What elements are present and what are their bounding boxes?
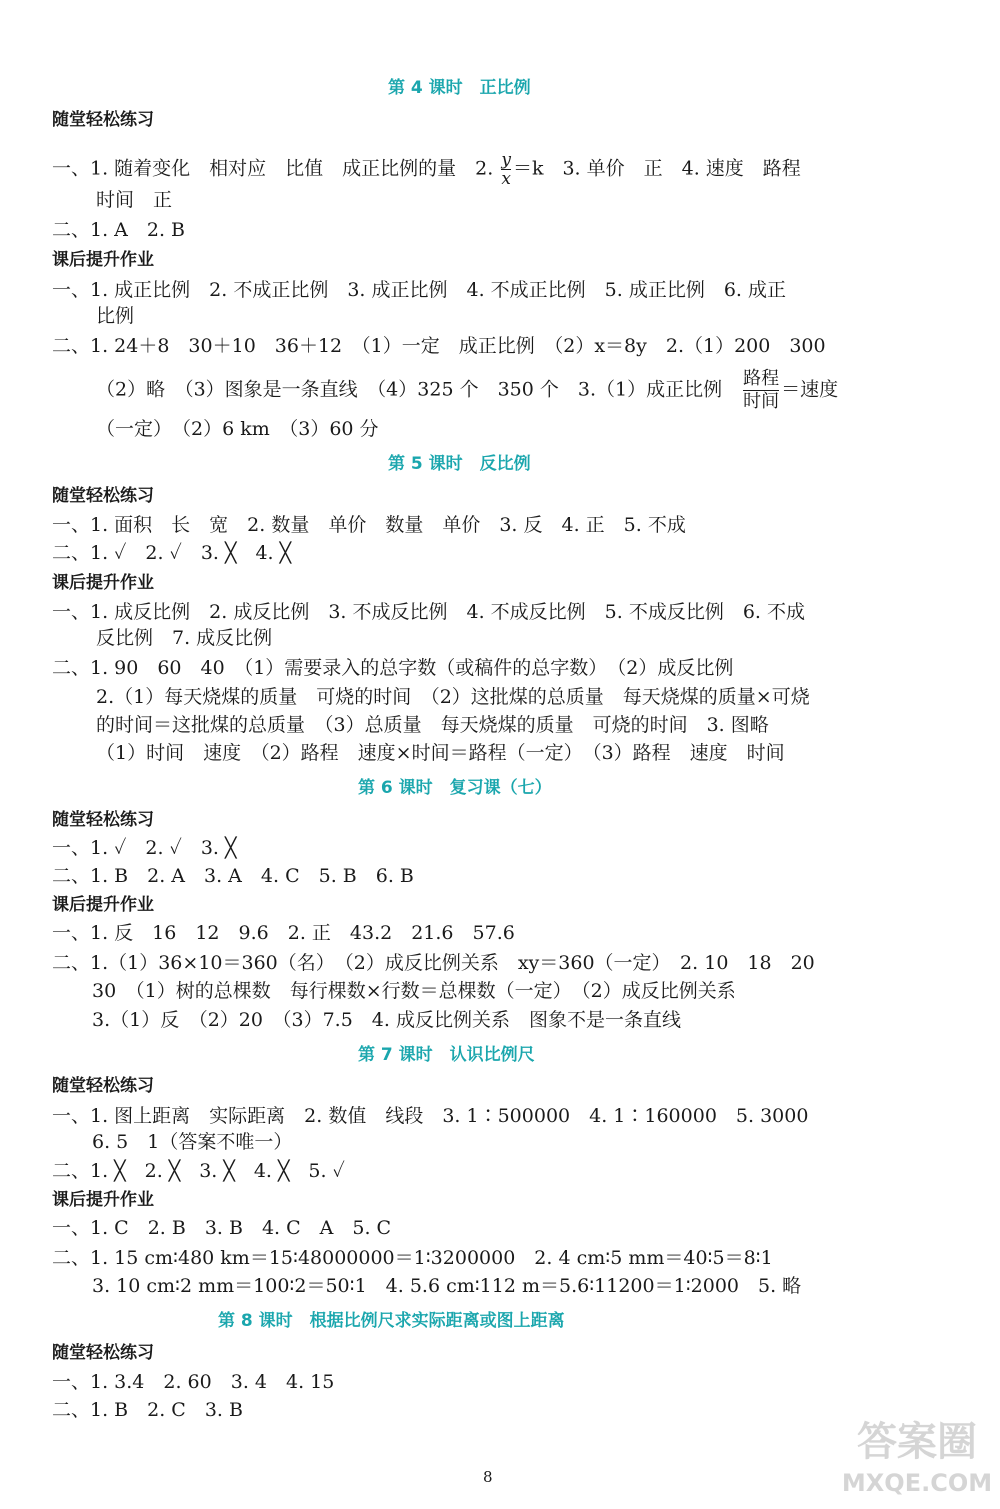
answer-line: 反比例 7. 成反比例 xyxy=(96,627,273,649)
answer-line: （2）略 （3）图象是一条直线 （4）325 个 350 个 3.（1）成正比例 $\frac{\text{路程}}{\text{时间}}$ ＝速度 xyxy=(96,368,839,412)
answer-line: 时间 正 xyxy=(96,189,173,211)
answer-line: 一、1. 反 16 12 9.6 2. 正 43.2 21.6 57.6 xyxy=(52,922,515,944)
section-heading-practice: 随堂轻松练习 xyxy=(52,1343,154,1363)
answer-line: 一、1. C 2. B 3. B 4. C A 5. C xyxy=(52,1217,392,1239)
section-heading-practice: 随堂轻松练习 xyxy=(52,810,154,830)
answer-line: 一、1. 成反比例 2. 成反比例 3. 不成反比例 4. 不成反比例 5. 不成反比例 6. 不成 xyxy=(52,601,806,623)
answer-line: 一、1. ✓ 2. ✓ 3. ╳ xyxy=(52,837,237,859)
lesson-title: 第 4 课时 正比例 xyxy=(388,78,531,98)
fraction: $\frac{\text{路程}}{\text{时间}}$ xyxy=(743,368,780,412)
answer-line: 一、1. 图上距离 实际距离 2. 数值 线段 3. 1∶500000 4. 1∶160000 5. 3000 xyxy=(52,1105,809,1127)
answer-line: 一、1. 3.4 2. 60 3. 4 4. 15 xyxy=(52,1371,335,1393)
answer-line: 的时间＝这批煤的总质量 （3）总质量 每天烧煤的质量 可烧的时间 3. 图略 xyxy=(96,714,769,736)
watermark-logo xyxy=(842,1405,992,1501)
answer-line: 比例 xyxy=(96,305,135,327)
answer-line: 二、1. ╳ 2. ╳ 3. ╳ 4. ╳ 5. ✓ xyxy=(52,1160,345,1182)
answer-line: 二、1. 90 60 40 （1）需要录入的总字数（或稿件的总字数） （2）成反比例 xyxy=(52,657,734,679)
answer-line: （一定） （2）6 km （3）60 分 xyxy=(96,418,379,440)
section-heading-practice: 随堂轻松练习 xyxy=(52,1076,154,1096)
answer-line: 二、1. 15 cm∶480 km＝15∶48000000＝1∶3200000 2. 4 cm∶5 mm＝40∶5＝8∶1 xyxy=(52,1247,773,1269)
answer-line: 二、1. ✓ 2. ✓ 3. ╳ 4. ╳ xyxy=(52,542,292,564)
answer-line: 2.（1）每天烧煤的质量 可烧的时间 （2）这批煤的总质量 每天烧煤的质量×可烧 xyxy=(96,686,810,708)
section-heading-homework: 课后提升作业 xyxy=(52,1190,154,1210)
section-heading-practice: 随堂轻松练习 xyxy=(52,110,154,130)
answer-line: 3.（1）反 （2）20 （3）7.5 4. 成反比例关系 图象不是一条直线 xyxy=(92,1009,681,1031)
section-heading-homework: 课后提升作业 xyxy=(52,573,154,593)
answer-line: 二、1. A 2. B xyxy=(52,219,186,241)
section-heading-homework: 课后提升作业 xyxy=(52,250,154,270)
lesson-title: 第 5 课时 反比例 xyxy=(388,454,531,474)
answer-line: 6. 5 1（答案不唯一） xyxy=(92,1131,293,1153)
answer-line: 一、1. 面积 长 宽 2. 数量 单价 数量 单价 3. 反 4. 正 5. 不成 xyxy=(52,514,686,536)
answer-line: 30 （1）树的总棵数 每行棵数×行数＝总棵数（一定） （2）成反比例关系 xyxy=(92,980,736,1002)
lesson-title: 第 8 课时 根据比例尺求实际距离或图上距离 xyxy=(218,1311,565,1331)
answer-line: （1）时间 速度 （2）路程 速度×时间＝路程（一定） （3）路程 速度 时间 xyxy=(96,742,785,764)
section-heading-practice: 随堂轻松练习 xyxy=(52,486,154,506)
answer-line: 二、1. B 2. A 3. A 4. C 5. B 6. B xyxy=(52,865,414,887)
answer-line: 一、1. 成正比例 2. 不成正比例 3. 成正比例 4. 不成正比例 5. 成正比例 6. 成正 xyxy=(52,279,787,301)
watermark-url: MXQE.COM xyxy=(842,1469,992,1497)
answer-line: 二、1. B 2. C 3. B xyxy=(52,1399,243,1421)
page-number: 8 xyxy=(483,1468,493,1486)
answer-line: 3. 10 cm∶2 mm＝100∶2＝50∶1 4. 5.6 cm∶112 m＝5.6∶11200＝1∶2000 5. 略 xyxy=(92,1275,802,1297)
lesson-title: 第 7 课时 认识比例尺 xyxy=(358,1045,535,1065)
answer-line: 二、1.（1）36×10＝360（名） （2）成反比例关系 xy＝360（一定） 2. 10 18 20 xyxy=(52,952,815,974)
watermark-text: 答案圈 xyxy=(857,1419,977,1465)
answer-line: 一、1. 随着变化 相对应 比值 成正比例的量 2. $\frac{y}{x}$ ＝k 3. 单价 正 4. 速度 路程 xyxy=(52,150,801,189)
fraction: $\frac{y}{x}$ xyxy=(501,150,511,189)
lesson-title: 第 6 课时 复习课（七） xyxy=(358,778,552,798)
section-heading-homework: 课后提升作业 xyxy=(52,895,154,915)
answer-line: 二、1. 24＋8 30＋10 36＋12 （1）一定 成正比例 （2）x＝8y 2.（1）200 300 xyxy=(52,335,826,357)
